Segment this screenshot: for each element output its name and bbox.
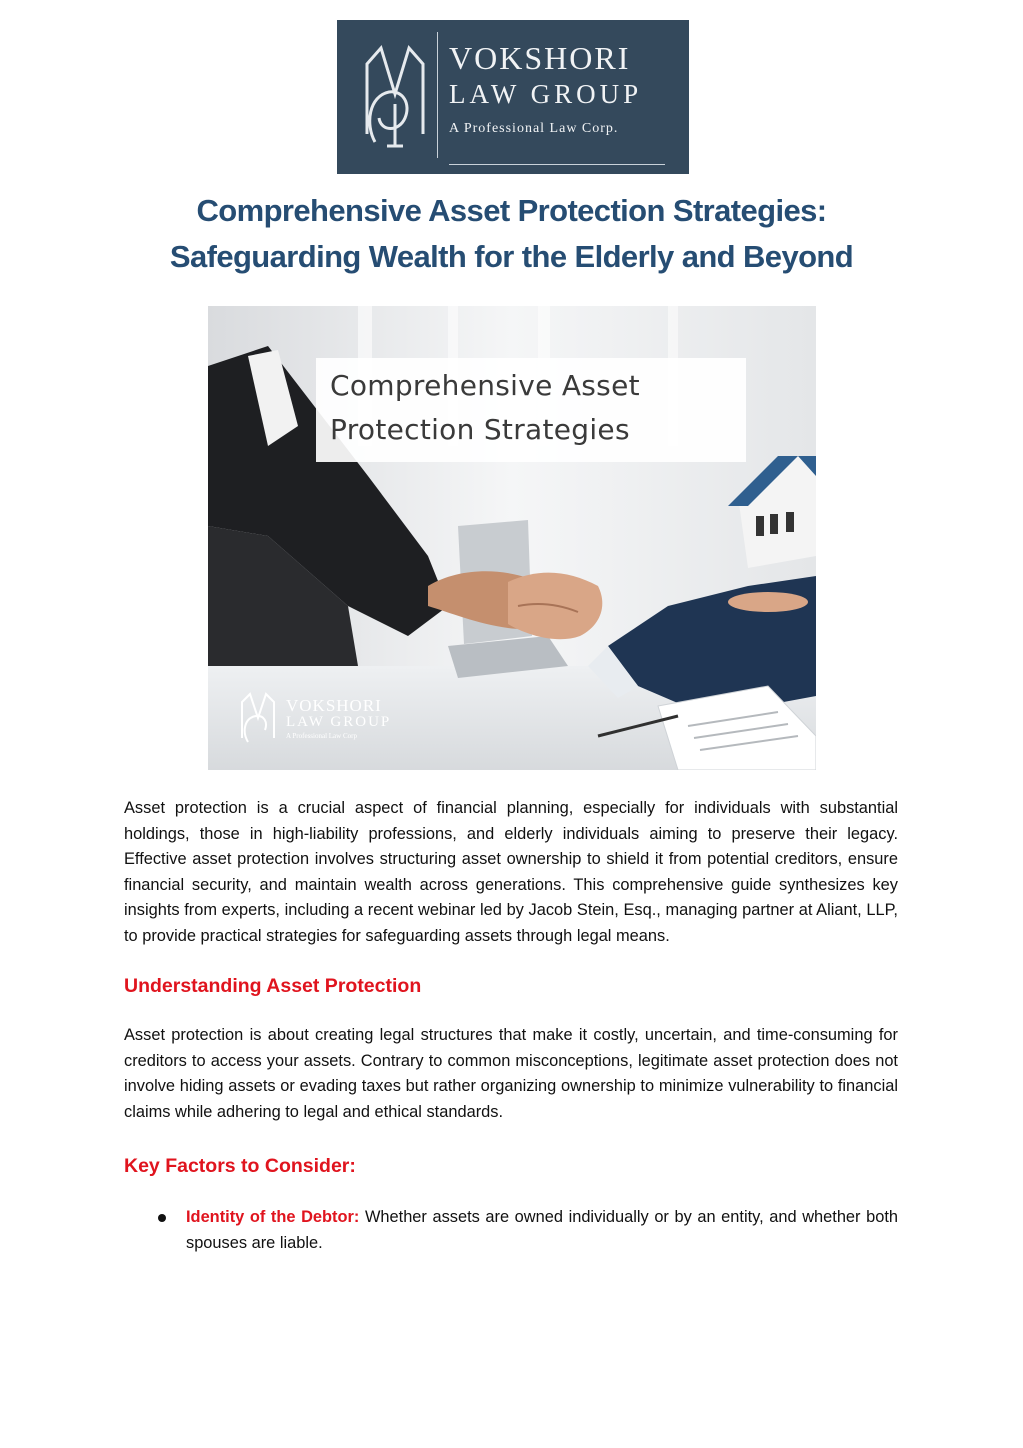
bullet-label: Identity of the Debtor: <box>186 1208 360 1226</box>
hero-banner-line2: Protection Strategies <box>330 413 630 446</box>
logo-text <box>449 40 642 138</box>
key-factors-list <box>124 1205 898 1256</box>
section-heading-key-factors: Key Factors to Consider: <box>124 1155 356 1177</box>
list-item <box>124 1205 898 1256</box>
title-line1: Comprehensive Asset Protection Strategies: <box>196 193 827 228</box>
page-title <box>60 188 963 280</box>
logo-name-line2: LAW GROUP <box>449 79 643 109</box>
hero-watermark-logo <box>238 686 438 746</box>
title-line2: Safeguarding Wealth for the Elderly and Beyond <box>169 239 854 274</box>
section-heading-understanding: Understanding Asset Protection <box>124 975 422 997</box>
section-paragraph-understanding: Asset protection is about creating legal structures that make it costly, uncertain, and time-consuming for creditors to access your assets. Contrary to common misconceptions, legitimate asset protection does not involve hiding assets or evading taxes but rather organizing ownership to minimize vulnerability to financial claims while adhering to legal and ethical standards. <box>124 1026 898 1121</box>
hero-logo-line3: A Professional Law Corp <box>286 732 357 740</box>
logo-underline <box>449 164 665 165</box>
hero-image <box>208 306 816 770</box>
article-body <box>124 796 898 1256</box>
logo-divider <box>437 32 438 158</box>
hero-logo-line1: VOKSHORI <box>286 696 382 715</box>
bullet-icon <box>158 1214 166 1222</box>
logo-tagline: A Professional Law Corp. <box>449 121 619 136</box>
hero-banner-line1: Comprehensive Asset <box>330 369 640 402</box>
logo-name-line1: VOKSHORI <box>449 40 631 76</box>
intro-paragraph: Asset protection is a crucial aspect of financial planning, especially for individuals with substantial holdings, those in high-liability professions, and elderly individuals aiming to preserve their legacy. Effective asset protection involves structuring asset ownership to shield it from potential creditors, ensure financial security, and maintain wealth across generations. This comprehensive guide synthesizes key insights from experts, including a recent webinar led by Jacob Stein, Esq., managing partner at Aliant, LLP, to provide practical strategies for safeguarding assets through legal means. <box>124 799 898 945</box>
firm-logo <box>337 20 689 174</box>
hero-logo-line2: LAW GROUP <box>286 714 392 730</box>
hero-monogram-icon <box>238 688 280 746</box>
bullet-text: Whether assets are owned individually or by an entity, and whether both spouses are liable. <box>186 1208 898 1252</box>
monogram-icon <box>359 34 431 154</box>
hero-banner-text <box>330 364 750 452</box>
